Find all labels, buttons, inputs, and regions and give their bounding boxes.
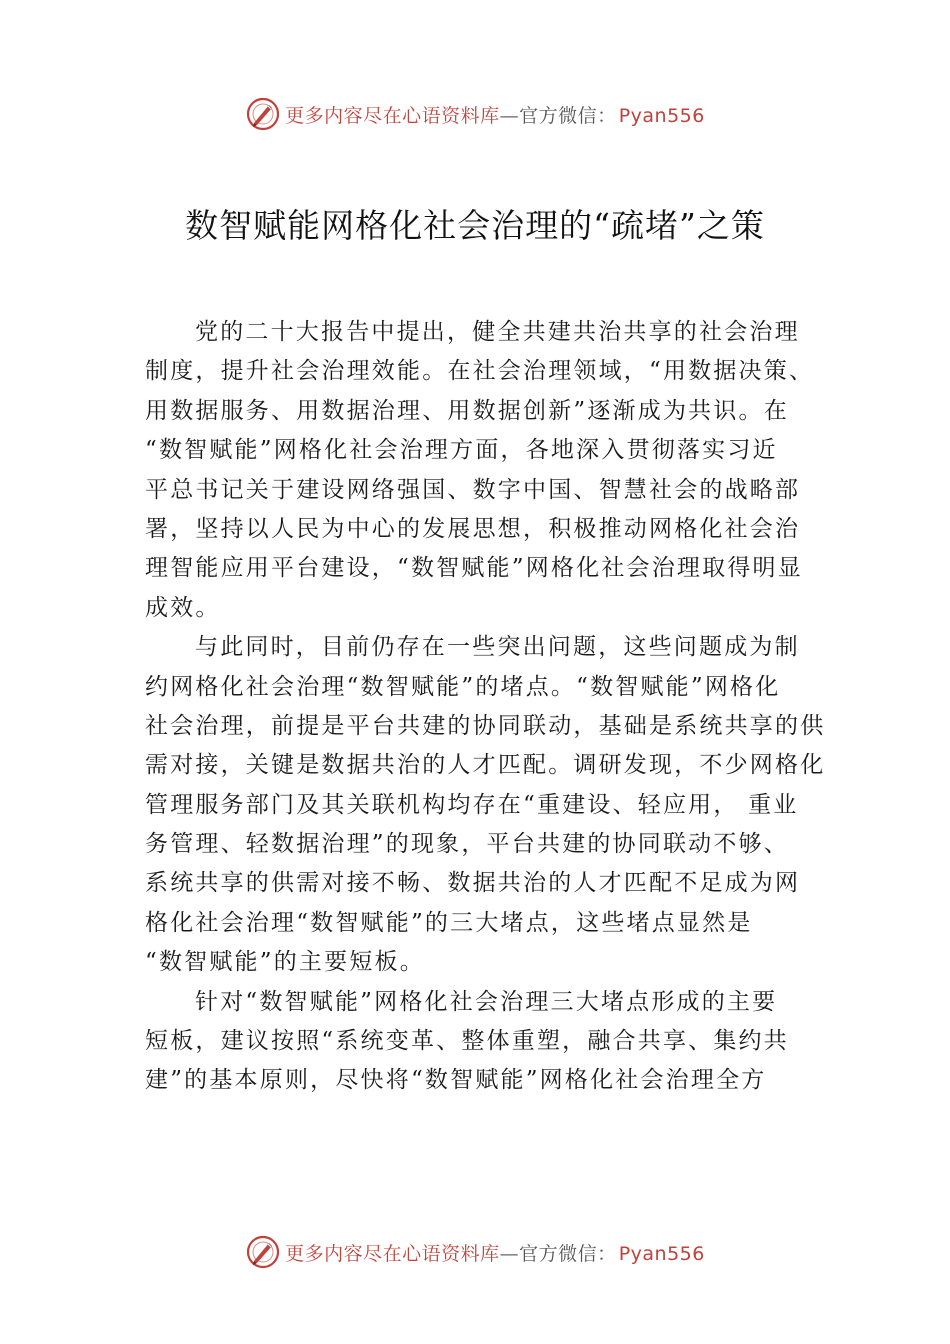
text-line: 格化社会治理“数智赋能”的三大堵点，这些堵点显然是 [145,909,753,936]
banner-wechat-label: 官方微信： [519,1242,617,1265]
text-line: 务管理、轻数据治理”的现象，平台共建的协同联动不够、 [145,831,789,858]
banner-site-text: 更多内容尽在心语资料库 [285,1242,500,1265]
pen-logo-icon [245,1234,281,1270]
banner-wechat-id: Pyan556 [618,1242,705,1265]
text-line: 党的二十大报告中提出，健全共建共治共享的社会治理 [195,319,800,345]
banner-dash: — [499,104,520,127]
text-line: 针对“数智赋能”网格化社会治理三大堵点形成的主要 [195,988,778,1015]
banner-wechat-id: Pyan556 [618,104,705,127]
text-line: 署，坚持以人民为中心的发展思想，积极推动网格化社会治 [145,515,801,542]
text-line: 制度，提升社会治理效能。在社会治理领域，“用数据决策、 [145,358,815,385]
footer-banner [0,1232,950,1272]
banner-site-text: 更多内容尽在心语资料库 [285,104,500,127]
document-body [145,313,826,1101]
text-line: 平总书记关于建设网络强国、数字中国、智慧社会的战略部 [145,476,801,503]
text-line: 约网格化社会治理“数智赋能”的堵点。“数智赋能”网格化 [145,673,781,700]
text-line: 与此同时，目前仍存在一些突出问题，这些问题成为制 [195,634,800,661]
paragraph-3 [145,983,817,1101]
banner-wechat-label: 官方微信： [519,104,617,127]
text-line: 理智能应用平台建设，“数智赋能”网格化社会治理取得明显 [145,555,803,582]
text-line: 用数据服务、用数据治理、用数据创新”逐渐成为共识。在 [145,397,789,424]
header-banner [0,94,950,134]
document-title: 数智赋能网格化社会治理的“疏堵”之策 [185,206,765,245]
paragraph-2 [145,628,826,983]
text-line: 建”的基本原则，尽快将“数智赋能”网格化社会治理全方 [145,1067,767,1094]
pen-logo-icon [245,96,281,132]
banner-dash: — [499,1242,520,1265]
paragraph-1 [145,313,817,628]
text-line: 管理服务部门及其关联机构均存在“重建设、轻应用， 重业 [145,791,799,818]
text-line: 成效。 [145,594,221,621]
text-line: 社会治理，前提是平台共建的协同联动，基础是系统共享的供 [145,712,826,739]
text-line: “数智赋能”网格化社会治理方面，各地深入贯彻落实习近 [145,437,778,464]
text-line: 系统共享的供需对接不畅、数据共治的人才匹配不足成为网 [145,870,801,897]
text-line: 短板，建议按照“系统变革、整体重塑，融合共享、集约共 [145,1028,789,1055]
text-line: “数智赋能”的主要短板。 [145,949,425,976]
text-line: 需对接，关键是数据共治的人才匹配。调研发现，不少网格化 [145,752,826,779]
